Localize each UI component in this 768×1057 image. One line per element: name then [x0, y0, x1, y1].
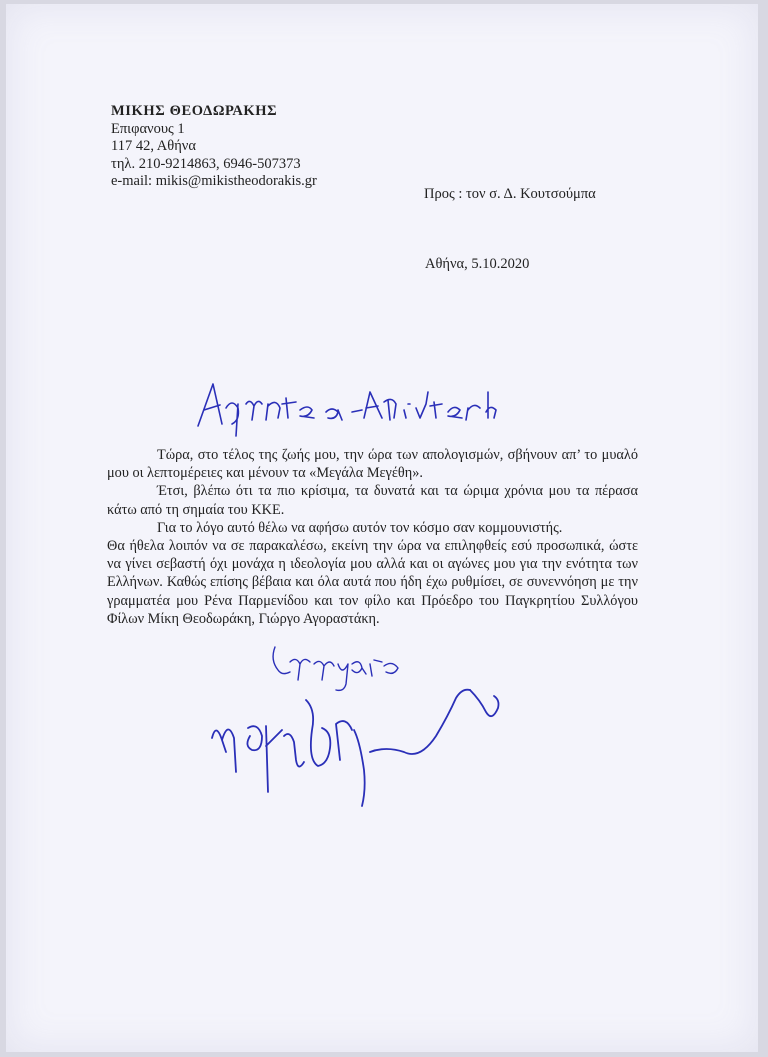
body-paragraph-2: Έτσι, βλέπω ότι τα πιο κρίσιμα, τα δυνατά και τα ώριμα χρόνια μου τα πέρασα κάτω από τη σημαία του ΚΚΕ. — [107, 483, 638, 518]
body-paragraph-3: Για το λόγο αυτό θέλω να αφήσω αυτόν τον κόσμο σαν κομμουνιστής. — [157, 519, 563, 536]
sender-city: 117 42, Αθήνα — [111, 138, 196, 154]
body-paragraph-4: Θα ήθελα λοιπόν να σε παρακαλέσω, εκείνη την ώρα να επιληφθείς εσύ προσωπικά, ώστε να γίνει σεβαστή όχι μονάχα η ιδεολογία μου αλλά και οι αγώνες μου για την ενότητα των Ελλήνων. Καθώς επίσης βέβαια και όλα αυτά που ήδη έχω ρυθμίσει, σε συνεννόηση με την γραμματέα μου Ρένα Παρμενίδου και τον φίλο και Πρόεδρο του Παγκρητίου Συλλόγου Φίλων Μίκη Θεοδωράκη, Γιώργο Αγοραστάκη. — [107, 538, 638, 627]
sender-street: Επιφανους 1 — [111, 120, 185, 137]
sender-email: e-mail: mikis@mikistheodorakis.gr — [111, 173, 317, 189]
recipient-line: Προς : τον σ. Δ. Κουτσούμπα — [424, 186, 596, 202]
letter-date: Αθήνα, 5.10.2020 — [425, 256, 530, 272]
body-paragraph-1: Τώρα, στο τέλος της ζωής μου, την ώρα των απολογισμών, σβήνουν απ’ το μυαλό μου οι λεπτομέρειες και μένουν τα «Μεγάλα Μεγέθη». — [107, 447, 638, 482]
sender-phone: τηλ. 210-9214863, 6946-507373 — [111, 155, 301, 172]
sender-name: ΜΙΚΗΣ ΘΕΟΔΩΡΑΚΗΣ — [111, 103, 278, 119]
